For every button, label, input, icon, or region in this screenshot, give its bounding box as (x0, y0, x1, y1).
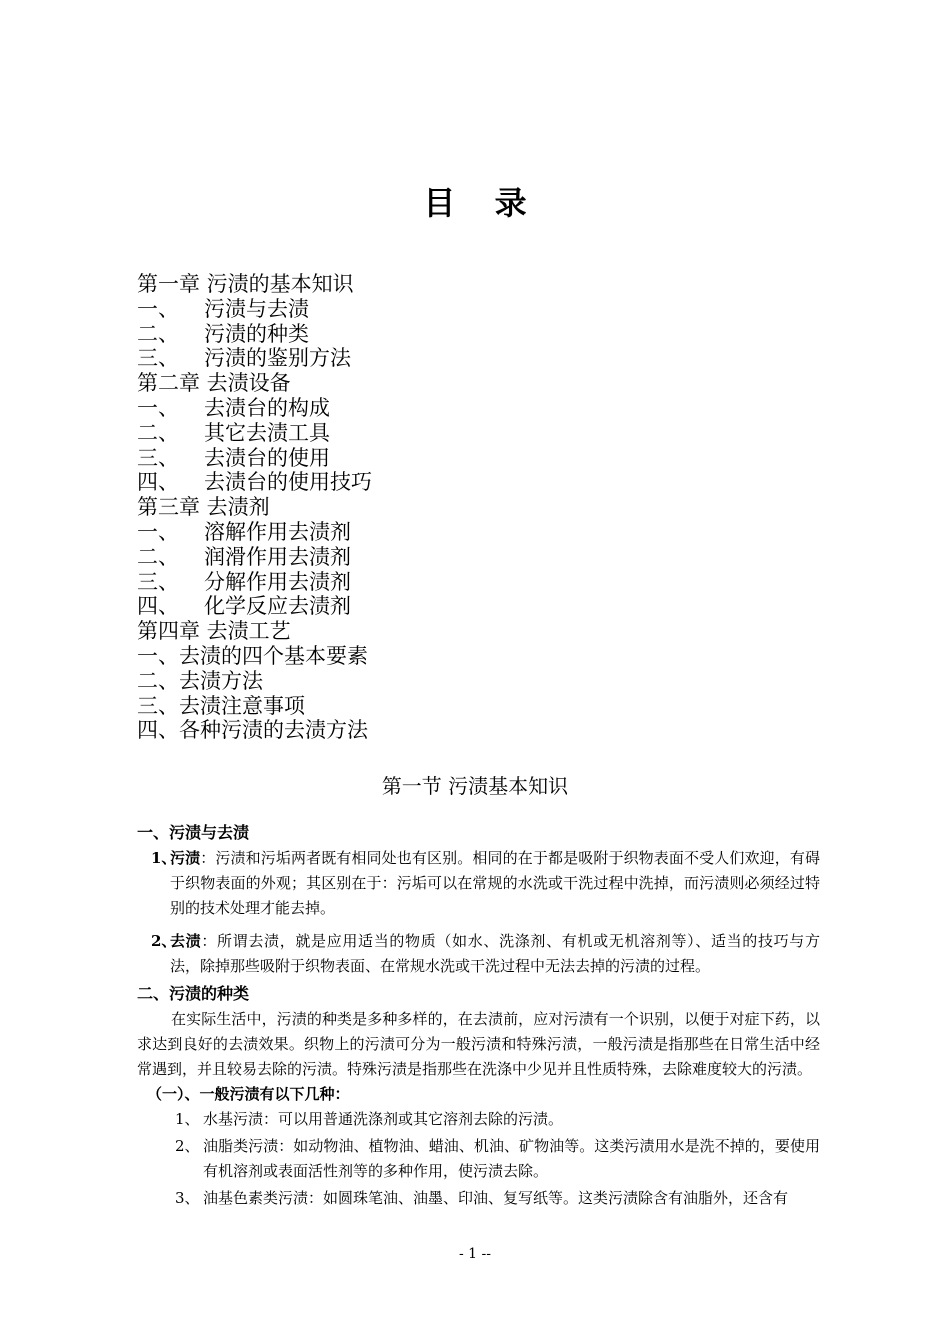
list-item (137, 1107, 820, 1132)
toc-entry-number: 一、 (137, 395, 179, 420)
toc-entry-number: 二、 (137, 544, 179, 569)
toc-chapter (137, 619, 837, 644)
toc-entry-number: 三、 (137, 693, 179, 718)
toc-chapter (137, 371, 837, 396)
list-item-text: 水基污渍：可以用普通洗涤剂或其它溶剂去除的污渍。 (203, 1110, 564, 1128)
toc-entry-number: 三、 (137, 569, 179, 594)
toc-entry-text: 第一章 污渍的基本知识 (137, 272, 354, 296)
toc-entry (137, 446, 837, 471)
toc-entry (137, 570, 837, 595)
definition-stain (137, 846, 820, 921)
toc-entry-number: 一、 (137, 296, 179, 321)
toc-entry (137, 470, 837, 495)
toc-entry (137, 644, 837, 669)
toc-entry-text: 去渍注意事项 (179, 693, 305, 718)
toc-entry-text: 污渍的种类 (204, 321, 309, 346)
document-body (137, 820, 820, 1211)
toc-entry-text: 化学反应去渍剂 (204, 594, 351, 619)
term-stain: 污渍 (170, 849, 201, 867)
toc-entry (137, 520, 837, 545)
toc-entry-number: 四、 (137, 470, 179, 495)
item-number: 2、 (151, 932, 177, 950)
toc-entry-number: 三、 (137, 346, 179, 371)
list-item (137, 1134, 820, 1184)
toc-entry-text: 溶解作用去渍剂 (204, 519, 351, 544)
toc-entry-text: 去渍方法 (179, 668, 263, 693)
toc-entry-text: 第四章 去渍工艺 (137, 619, 291, 644)
heading-stains-and-removal: 一、污渍与去渍 (137, 823, 250, 842)
toc-entry-text: 污渍与去渍 (204, 296, 309, 321)
list-item-number: 1、 (175, 1110, 200, 1128)
definition-stain-removal (137, 929, 820, 979)
list-item-number: 3、 (175, 1189, 200, 1207)
toc-entry-number: 四、 (137, 718, 179, 743)
toc-entry-text: 污渍的鉴别方法 (204, 346, 351, 371)
toc-entry-text: 润滑作用去渍剂 (204, 544, 351, 569)
toc-title: 目 录 (423, 184, 541, 222)
heading-stain-types: 二、污渍的种类 (137, 984, 250, 1003)
toc-entry (137, 396, 837, 421)
toc-entry-number: 二、 (137, 668, 179, 693)
toc-entry (137, 545, 837, 570)
toc-chapter (137, 495, 837, 520)
general-stains-list (137, 1107, 820, 1211)
list-item-text: 油基色素类污渍：如圆珠笔油、油墨、印油、复写纸等。这类污渍除含有油脂外，还含有 (203, 1189, 789, 1207)
toc-entry-text: 其它去渍工具 (204, 420, 330, 445)
table-of-contents (137, 272, 837, 743)
term-stain-removal: 去渍 (170, 932, 202, 950)
toc-entry-number: 二、 (137, 321, 179, 346)
subheading-general-stains: （一）、一般污渍有以下几种： (147, 1085, 350, 1103)
toc-entry-text: 第二章 去渍设备 (137, 371, 291, 396)
toc-chapter (137, 272, 837, 297)
toc-entry-number: 一、 (137, 519, 179, 544)
toc-entry (137, 718, 837, 743)
toc-entry (137, 669, 837, 694)
toc-entry-number: 三、 (137, 445, 179, 470)
toc-entry-text: 第三章 去渍剂 (137, 495, 270, 520)
list-item-text: 油脂类污渍：如动物油、植物油、蜡油、机油、矿物油等。这类污渍用水是洗不掉的，要使用有机溶剂或表面活性剂等的多种作用，使污渍去除。 (203, 1137, 820, 1180)
toc-entry-number: 四、 (137, 594, 179, 619)
toc-entry-text: 去渍台的使用技巧 (204, 470, 372, 495)
toc-entry (137, 421, 837, 446)
toc-entry (137, 694, 837, 719)
list-item-number: 2、 (175, 1137, 200, 1155)
definition-text: ：污渍和污垢两者既有相同处也有区别。相同的在于都是吸附于织物表面不受人们欢迎，有碍于织物表面的外观；其区别在于：污垢可以在常规的水洗或干洗过程中洗掉，而污渍则必须经过特别的技术处理才能去掉。 (170, 849, 820, 917)
page-number: - 1 -- (459, 1246, 491, 1262)
item-number: 1、 (151, 849, 177, 867)
toc-entry-number: 二、 (137, 420, 179, 445)
toc-entry (137, 594, 837, 619)
toc-entry-text: 各种污渍的去渍方法 (179, 718, 368, 743)
toc-entry (137, 346, 837, 371)
definition-text: ：所谓去渍，就是应用适当的物质（如水、洗涤剂、有机或无机溶剂等）、适当的技巧与方法，除掉那些吸附于织物表面、在常规水洗或干洗过程中无法去掉的污渍的过程。 (170, 932, 820, 975)
toc-entry-text: 去渍台的构成 (204, 395, 330, 420)
toc-entry-text: 分解作用去渍剂 (204, 569, 351, 594)
toc-entry (137, 297, 837, 322)
toc-entry (137, 322, 837, 347)
list-item (137, 1186, 820, 1211)
toc-entry-number: 一、 (137, 643, 179, 668)
toc-entry-text: 去渍的四个基本要素 (179, 643, 368, 668)
paragraph-stain-types: 在实际生活中，污渍的种类是多种多样的，在去渍前，应对污渍有一个识别，以便于对症下药，以求达到良好的去渍效果。织物上的污渍可分为一般污渍和特殊污渍，一般污渍是指那些在日常生活中经常遇到，并且较易去除的污渍。特殊污渍是指那些在洗涤中少见并且性质特殊，去除难度较大的污渍。 (137, 1010, 820, 1078)
toc-entry-text: 去渍台的使用 (204, 445, 330, 470)
section-title: 第一节 污渍基本知识 (381, 774, 569, 798)
